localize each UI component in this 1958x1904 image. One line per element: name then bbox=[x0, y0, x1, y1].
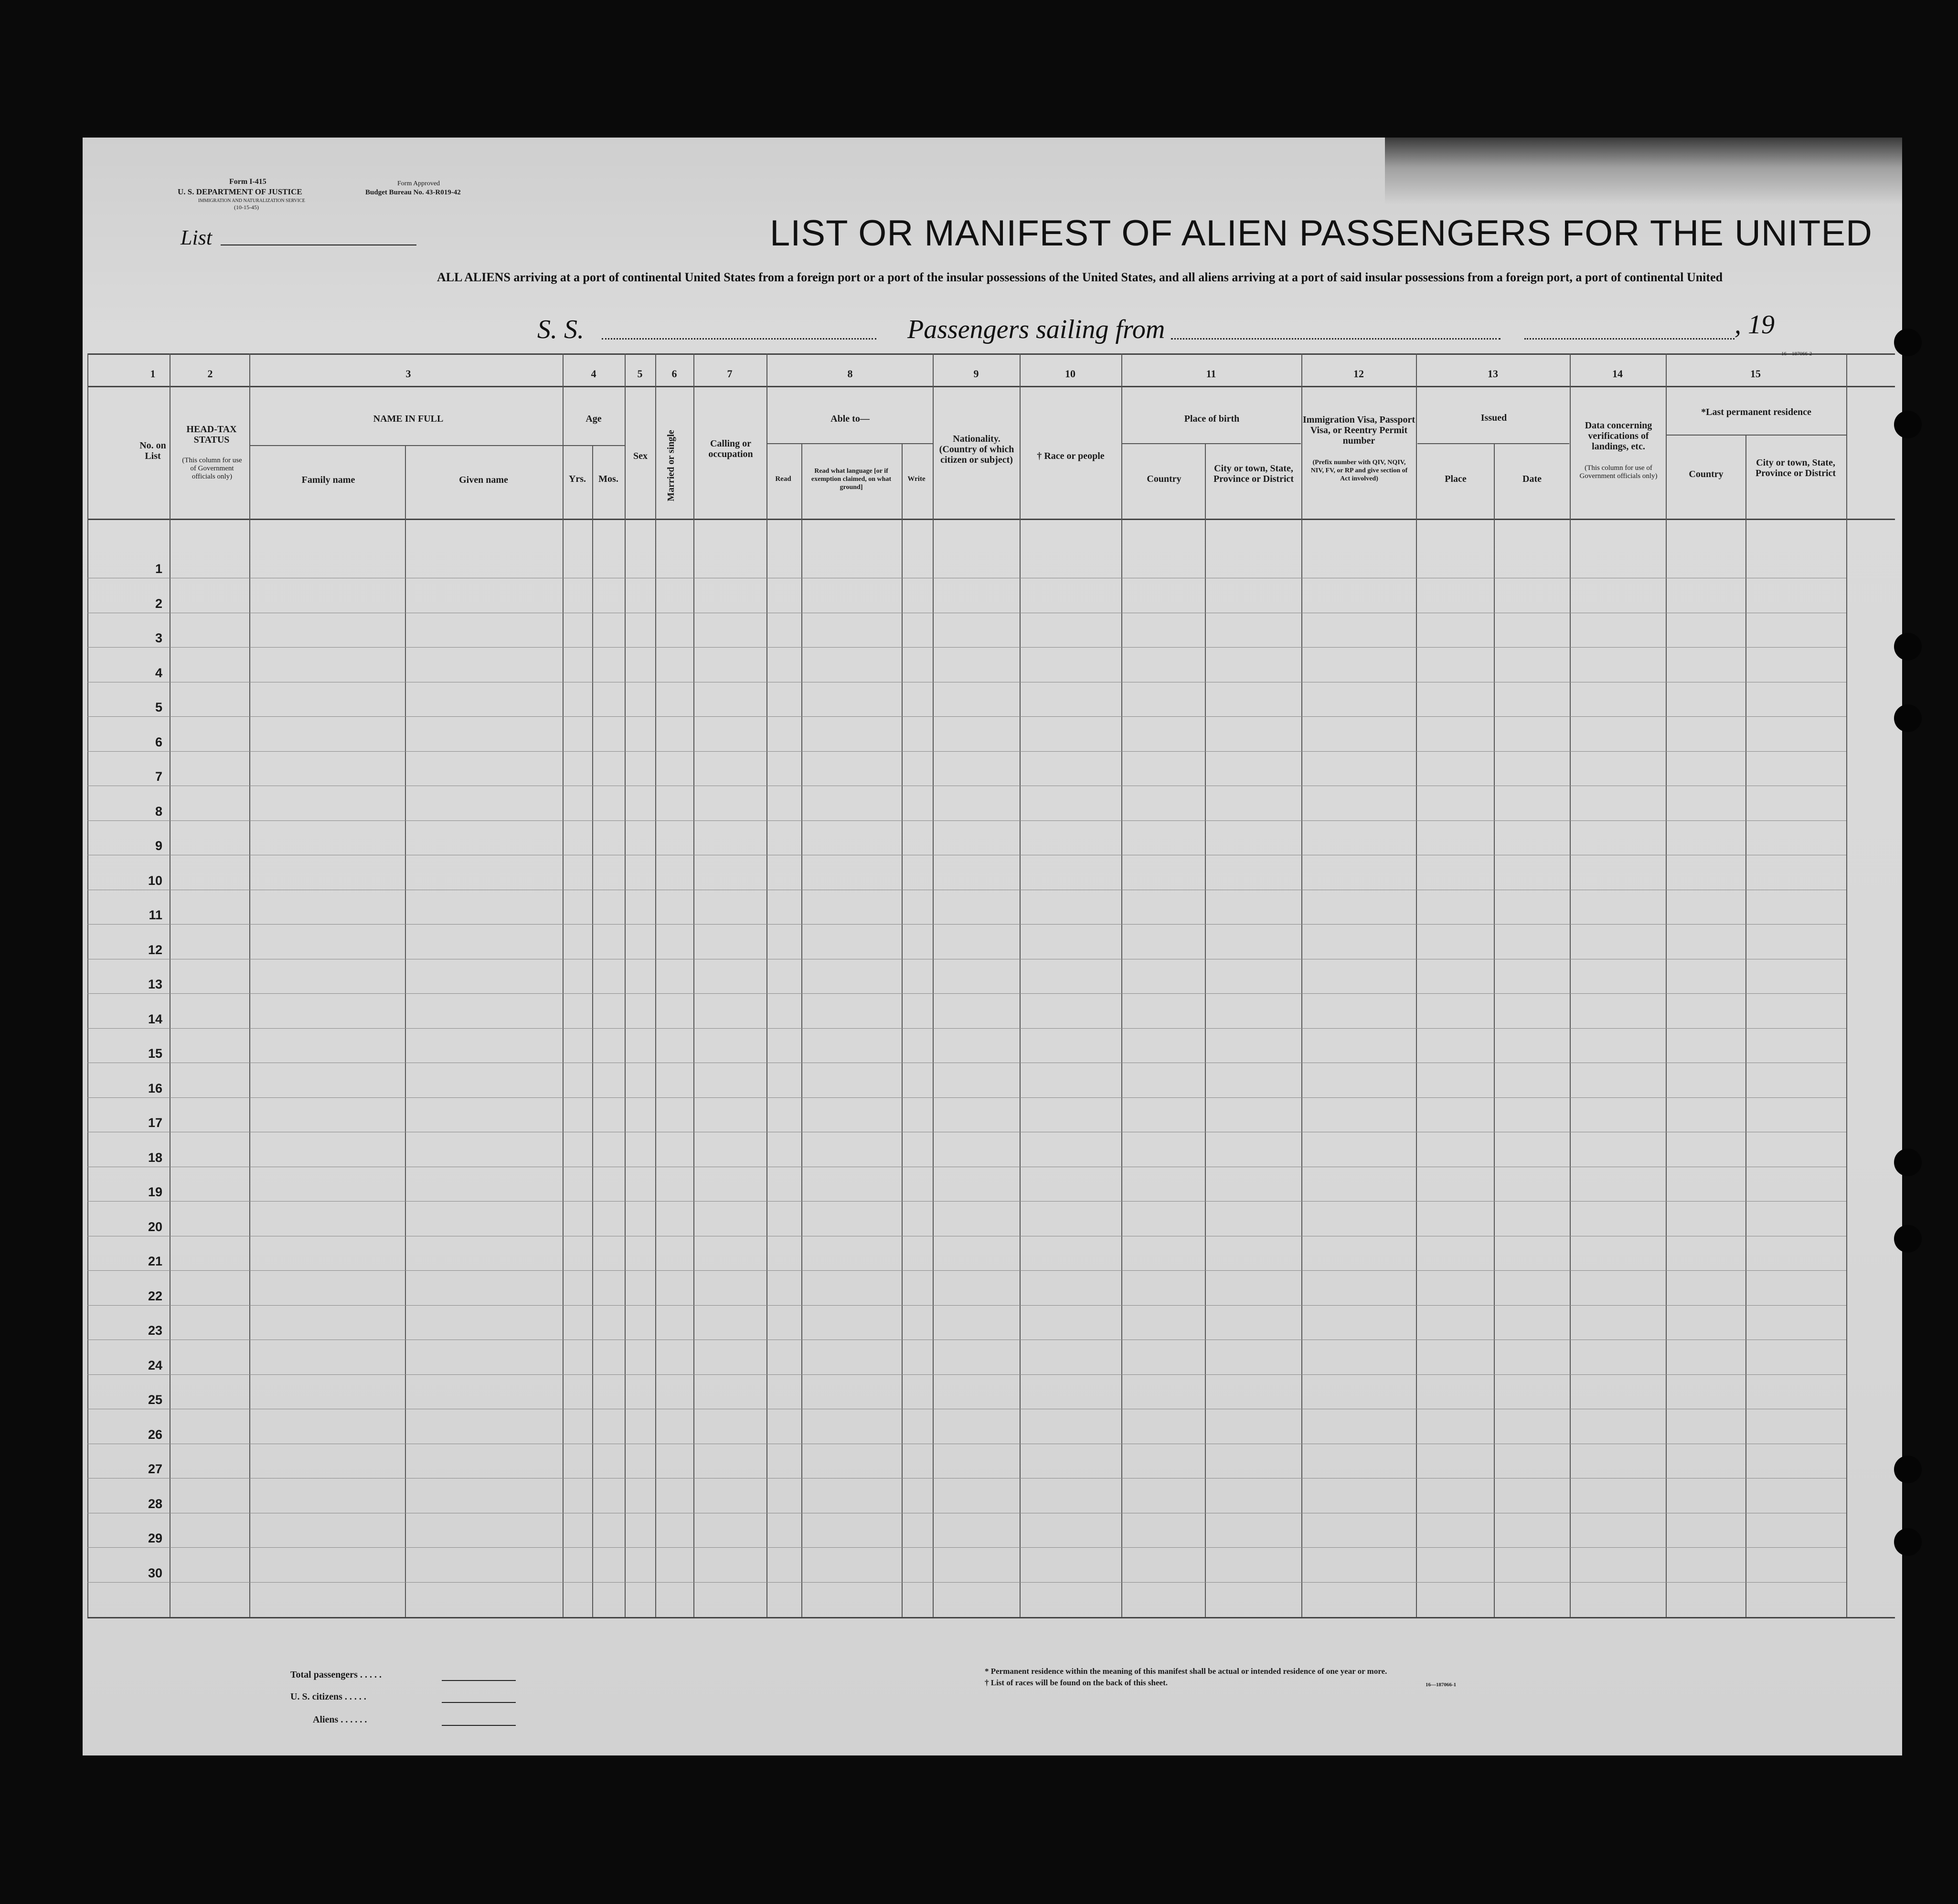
row-rule bbox=[87, 751, 1846, 752]
row-rule bbox=[87, 820, 1846, 821]
row-rule bbox=[87, 647, 1846, 648]
column-number: 13 bbox=[1488, 368, 1498, 380]
row-number: 14 bbox=[148, 1012, 162, 1026]
department-name: U. S. DEPARTMENT OF JUSTICE bbox=[178, 187, 302, 196]
service-name: IMMIGRATION AND NATURALIZATION SERVICE bbox=[198, 198, 305, 203]
binder-hole bbox=[1894, 1225, 1922, 1253]
row-number: 26 bbox=[148, 1427, 162, 1442]
row-rule bbox=[87, 1201, 1846, 1202]
residence-footnote: * Permanent residence within the meaning of this manifest shall be actual or intended residence of one year or more. bbox=[985, 1667, 1387, 1676]
no-on-list-header: No. on List bbox=[139, 440, 166, 461]
row-number: 12 bbox=[148, 943, 162, 957]
res-country-header: Country bbox=[1689, 469, 1724, 479]
issued-date-header: Date bbox=[1522, 474, 1542, 484]
column-divider bbox=[1846, 353, 1847, 1617]
column-divider bbox=[1416, 353, 1417, 1617]
read-header: Read bbox=[775, 475, 791, 483]
row-number: 29 bbox=[148, 1531, 162, 1545]
able-subrule bbox=[766, 443, 933, 444]
row-rule bbox=[87, 1547, 1846, 1548]
footer-print-code: 16—187066-1 bbox=[1426, 1682, 1457, 1688]
birth-subrule bbox=[1122, 443, 1301, 444]
row-number: 18 bbox=[148, 1150, 162, 1165]
aliens-field[interactable] bbox=[442, 1725, 516, 1726]
table-top-border bbox=[87, 353, 1895, 355]
aliens-label: Aliens . . . . . . bbox=[313, 1714, 367, 1725]
column-divider bbox=[902, 443, 903, 1617]
column-number: 1 bbox=[150, 368, 156, 380]
year-label: , 19 bbox=[1735, 310, 1775, 340]
ship-name-field[interactable] bbox=[602, 338, 876, 340]
visa-note: (Prefix number with QIV, NQIV, NIV, FV, or RP and give section of Act involved) bbox=[1310, 459, 1408, 482]
row-number: 21 bbox=[148, 1254, 162, 1268]
ss-label: S. S. bbox=[537, 315, 584, 344]
row-number: 11 bbox=[149, 908, 162, 922]
row-number: 4 bbox=[155, 666, 162, 680]
paper-shadow bbox=[1385, 138, 1902, 204]
row-number: 19 bbox=[148, 1185, 162, 1199]
us-citizens-label: U. S. citizens . . . . . bbox=[290, 1691, 366, 1702]
column-number: 11 bbox=[1206, 368, 1216, 380]
sailing-from-field[interactable] bbox=[1171, 338, 1500, 340]
column-number: 9 bbox=[973, 368, 979, 380]
row-number: 30 bbox=[148, 1566, 162, 1580]
row-rule bbox=[87, 1097, 1846, 1098]
birth-country-header: Country bbox=[1147, 474, 1181, 484]
row-number: 1 bbox=[155, 562, 162, 576]
column-number: 10 bbox=[1065, 368, 1075, 380]
column-number: 12 bbox=[1353, 368, 1364, 380]
form-approved: Form Approved bbox=[397, 180, 440, 187]
residence-subrule bbox=[1666, 435, 1846, 436]
column-divider bbox=[933, 353, 934, 1617]
issued-header: Issued bbox=[1480, 413, 1507, 423]
binder-hole bbox=[1894, 633, 1922, 660]
total-passengers-field[interactable] bbox=[442, 1680, 516, 1681]
column-number: 15 bbox=[1750, 368, 1761, 380]
column-divider bbox=[592, 445, 593, 1617]
row-number: 7 bbox=[155, 769, 162, 784]
header-bottom-rule bbox=[87, 519, 1895, 520]
row-number: 13 bbox=[148, 977, 162, 991]
family-name-header: Family name bbox=[301, 475, 355, 485]
sailing-from-label: Passengers sailing from bbox=[907, 315, 1165, 344]
binder-hole bbox=[1894, 329, 1922, 356]
binder-hole bbox=[1894, 704, 1922, 732]
page-subtitle: ALL ALIENS arriving at a port of continental United States from a foreign port or a port of the insular possessions of the United States, and all aliens arriving at a port of said insular possessions from a foreign port, a port of continental United bbox=[437, 270, 1723, 284]
row-rule bbox=[87, 716, 1846, 717]
column-divider bbox=[1301, 353, 1302, 1617]
binder-hole bbox=[1894, 1456, 1922, 1483]
res-city-header: City or town, State, Province or District bbox=[1755, 457, 1836, 479]
us-citizens-field[interactable] bbox=[442, 1702, 516, 1703]
race-header: † Race or people bbox=[1037, 451, 1105, 461]
write-header: Write bbox=[907, 475, 926, 483]
form-number: Form I-415 bbox=[229, 178, 266, 186]
age-subrule bbox=[563, 445, 625, 446]
table-bottom-border bbox=[87, 1617, 1895, 1618]
column-divider bbox=[1121, 353, 1122, 1617]
print-code: 16—187066-2 bbox=[1781, 351, 1812, 357]
column-number: 2 bbox=[207, 368, 213, 380]
binder-hole bbox=[1894, 1149, 1922, 1176]
form-date: (10-15-45) bbox=[234, 204, 259, 211]
sailing-date-field[interactable] bbox=[1524, 338, 1735, 340]
total-passengers-label: Total passengers . . . . . bbox=[290, 1670, 382, 1680]
row-rule bbox=[87, 1374, 1846, 1375]
binder-hole bbox=[1894, 1528, 1922, 1556]
row-rule bbox=[87, 1305, 1846, 1306]
column-divider bbox=[1570, 353, 1571, 1617]
read-language-header: Read what language [or if exemption claimed, on what ground] bbox=[811, 468, 892, 491]
column-divider bbox=[87, 353, 88, 1617]
row-number: 5 bbox=[155, 700, 162, 714]
name-subrule bbox=[249, 445, 563, 446]
issued-subrule bbox=[1417, 443, 1569, 444]
row-number: 25 bbox=[148, 1393, 162, 1407]
row-number: 15 bbox=[148, 1046, 162, 1061]
able-to-header: Able to— bbox=[830, 414, 870, 424]
column-number: 7 bbox=[727, 368, 733, 380]
page-title: LIST OR MANIFEST OF ALIEN PASSENGERS FOR THE UNITED bbox=[770, 213, 1873, 254]
place-of-birth-header: Place of birth bbox=[1184, 414, 1240, 424]
row-number: 22 bbox=[148, 1289, 162, 1303]
mos-header: Mos. bbox=[598, 474, 618, 484]
last-residence-header: *Last permanent residence bbox=[1701, 407, 1811, 417]
column-divider bbox=[249, 353, 250, 1617]
row-number: 16 bbox=[148, 1081, 162, 1096]
row-number: 6 bbox=[155, 735, 162, 749]
row-number: 28 bbox=[148, 1497, 162, 1511]
row-number: 10 bbox=[148, 873, 162, 888]
row-number: 2 bbox=[155, 596, 162, 611]
header-rule bbox=[87, 386, 1895, 387]
column-number: 3 bbox=[405, 368, 411, 380]
row-number: 8 bbox=[155, 804, 162, 819]
data-concerning-note: (This column for use of Government officials only) bbox=[1579, 464, 1658, 480]
column-number: 14 bbox=[1612, 368, 1623, 380]
nationality-header: Nationality. (Country of which citizen or subject) bbox=[939, 434, 1014, 465]
column-divider bbox=[766, 353, 767, 1617]
head-tax-header: HEAD-TAX STATUS bbox=[186, 424, 237, 445]
age-header: Age bbox=[585, 414, 602, 424]
column-divider bbox=[1205, 443, 1206, 1617]
column-number: 8 bbox=[847, 368, 853, 380]
column-divider bbox=[563, 353, 564, 1617]
column-divider bbox=[1020, 353, 1021, 1617]
column-number: 6 bbox=[671, 368, 677, 380]
races-footnote: † List of races will be found on the back of this sheet. bbox=[985, 1678, 1168, 1687]
column-divider bbox=[625, 353, 626, 1617]
row-number: 27 bbox=[148, 1462, 162, 1476]
row-rule bbox=[87, 1270, 1846, 1271]
budget-bureau: Budget Bureau No. 43-R019-42 bbox=[365, 189, 461, 196]
list-label: List bbox=[181, 226, 213, 249]
row-number: 24 bbox=[148, 1358, 162, 1372]
row-number: 9 bbox=[155, 839, 162, 853]
sex-header: Sex bbox=[633, 451, 648, 461]
married-header: Married or single bbox=[666, 430, 676, 501]
calling-header: Calling or occupation bbox=[708, 438, 753, 459]
row-rule bbox=[87, 1582, 1846, 1583]
column-divider bbox=[655, 353, 656, 1617]
data-concerning-header: Data concerning verifications of landings, etc. bbox=[1585, 420, 1652, 452]
row-number: 23 bbox=[148, 1323, 162, 1338]
row-rule bbox=[87, 924, 1846, 925]
column-divider bbox=[1745, 435, 1746, 1617]
yrs-header: Yrs. bbox=[568, 474, 586, 484]
row-rule bbox=[87, 993, 1846, 994]
given-name-header: Given name bbox=[459, 475, 508, 485]
visa-header: Immigration Visa, Passport Visa, or Reentry Permit number bbox=[1303, 415, 1415, 446]
column-divider bbox=[801, 443, 802, 1617]
column-divider bbox=[405, 445, 406, 1617]
row-number: 3 bbox=[155, 631, 162, 645]
binder-hole bbox=[1894, 411, 1922, 438]
column-divider bbox=[1494, 443, 1495, 1617]
column-number: 4 bbox=[591, 368, 596, 380]
name-in-full-header: NAME IN FULL bbox=[373, 414, 444, 424]
head-tax-note: (This column for use of Government officials only) bbox=[182, 457, 242, 480]
issued-place-header: Place bbox=[1445, 474, 1467, 484]
row-number: 17 bbox=[148, 1116, 162, 1130]
birth-city-header: City or town, State, Province or District bbox=[1213, 463, 1294, 484]
row-number: 20 bbox=[148, 1220, 162, 1234]
row-rule bbox=[87, 1028, 1846, 1029]
row-rule bbox=[87, 1478, 1846, 1479]
column-divider bbox=[693, 353, 694, 1617]
column-divider bbox=[1666, 353, 1667, 1617]
column-number: 5 bbox=[637, 368, 643, 380]
